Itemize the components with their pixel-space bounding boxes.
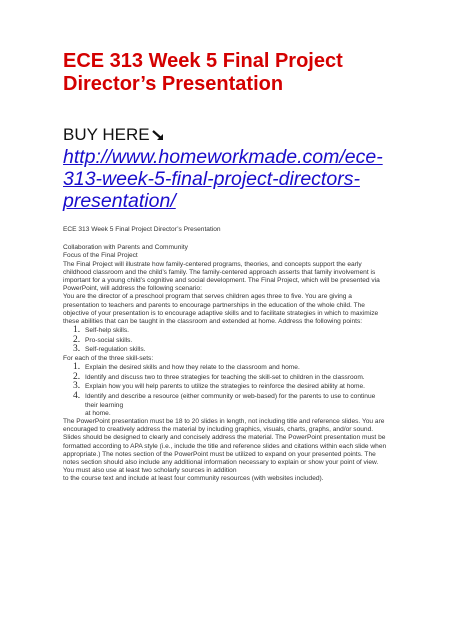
list-number: 1. <box>73 325 81 336</box>
doc-heading: ECE 313 Week 5 Final Project Director’s Presentation <box>63 226 221 233</box>
list-number: 4. <box>73 391 81 401</box>
list-number: 3. <box>73 381 81 392</box>
section-line: Focus of the Final Project <box>63 252 138 260</box>
document-title <box>63 50 423 96</box>
list-number: 1. <box>73 362 81 373</box>
paragraph-line: these abilities that can be taught in the classroom and extended at home. Address the following points: <box>63 318 363 326</box>
paragraph-line: appropriate.) The notes section of the PowerPoint must be utilized to expand on your presented points. The <box>63 450 376 458</box>
link-line[interactable]: 313-week-5-final-project-directors- <box>63 168 360 190</box>
paragraph-line: childhood classroom and the child’s family. The family-centered approach asserts that family involvement is <box>63 268 376 276</box>
link-line[interactable]: http://www.homeworkmade.com/ece- <box>63 146 383 168</box>
list-text-block <box>85 392 375 418</box>
paragraph-line: The PowerPoint presentation must be 18 to 20 slides in length, not including title and reference slides. You are <box>63 418 385 425</box>
purchase-link[interactable] <box>63 146 408 212</box>
list-item <box>63 382 393 392</box>
paragraph-line: You are the director of a preschool program that serves children ages three to five. You are giving a <box>63 293 352 301</box>
list-number: 2. <box>73 334 81 345</box>
paragraph-line: PowerPoint, will address the following scenario: <box>63 285 202 293</box>
paragraph-line: to the course text and include at least four community resources (with websites included). <box>63 475 324 483</box>
list-item <box>63 326 393 336</box>
paragraph-line: objective of your presentation is to encourage adaptive skills and to facilitate strategies in which to maximize <box>63 309 379 317</box>
paragraph-line: encouraged to creatively address the material by including graphics, visuals, charts, graphs, and/or sound. <box>63 426 374 434</box>
title-line: Director’s Presentation <box>63 73 284 95</box>
paragraph-line: formatted according to APA style (i.e., include the title and reference slides and citations within each slide when <box>63 442 387 450</box>
paragraph-line: Slides should be designed to clearly and concisely address the material. The PowerPoint presentation must be <box>63 434 386 442</box>
section-line: Collaboration with Parents and Community <box>63 244 188 252</box>
list-number: 3. <box>73 344 81 355</box>
buy-here-text: BUY HERE <box>63 125 150 144</box>
list-item <box>63 345 393 355</box>
list-item <box>63 373 393 383</box>
list-item <box>63 392 393 418</box>
paragraph-line: notes section should also include any additional information necessary to explain or show your point of view. <box>63 459 379 467</box>
section-line: For each of the three skill-sets: <box>63 355 154 363</box>
list-text-wrap: at home. <box>85 409 111 417</box>
document-body <box>63 226 393 484</box>
list-item <box>63 336 393 346</box>
list-item <box>63 363 393 373</box>
list-text: Pro-social skills. <box>85 336 133 344</box>
buy-here-label <box>63 125 165 145</box>
list-text: Identify and describe a resource (either community or web-based) for the parents to use to continue <box>85 393 376 400</box>
paragraph-line: You must also use at least two scholarly sources in addition <box>63 467 237 475</box>
paragraph-line: The Final Project will illustrate how family-centered programs, theories, and concepts support the early <box>63 260 362 268</box>
link-line[interactable]: presentation/ <box>63 190 176 212</box>
list-text: Identify and discuss two to three strategies for teaching the skill-set to children in the classroom. <box>85 373 365 381</box>
list-number: 2. <box>73 371 81 382</box>
arrow-down-right-icon <box>151 126 165 138</box>
list-text: Explain how you will help parents to utilize the strategies to reinforce the desired ability at home. <box>85 383 366 391</box>
paragraph-line: presentation to teachers and parents to encourage partnerships in the education of the whole child. The <box>63 301 365 309</box>
list-text: Explain the desired skills and how they relate to the classroom and home. <box>85 364 300 372</box>
list-text-wrap: their learning <box>85 401 124 409</box>
list-text: Self-help skills. <box>85 327 129 335</box>
paragraph-line: important for a young child’s cognitive and social development. The Final Project, which will be presented via <box>63 277 380 285</box>
list-text: Self-regulation skills. <box>85 346 146 354</box>
title-line: ECE 313 Week 5 Final Project <box>63 50 343 72</box>
